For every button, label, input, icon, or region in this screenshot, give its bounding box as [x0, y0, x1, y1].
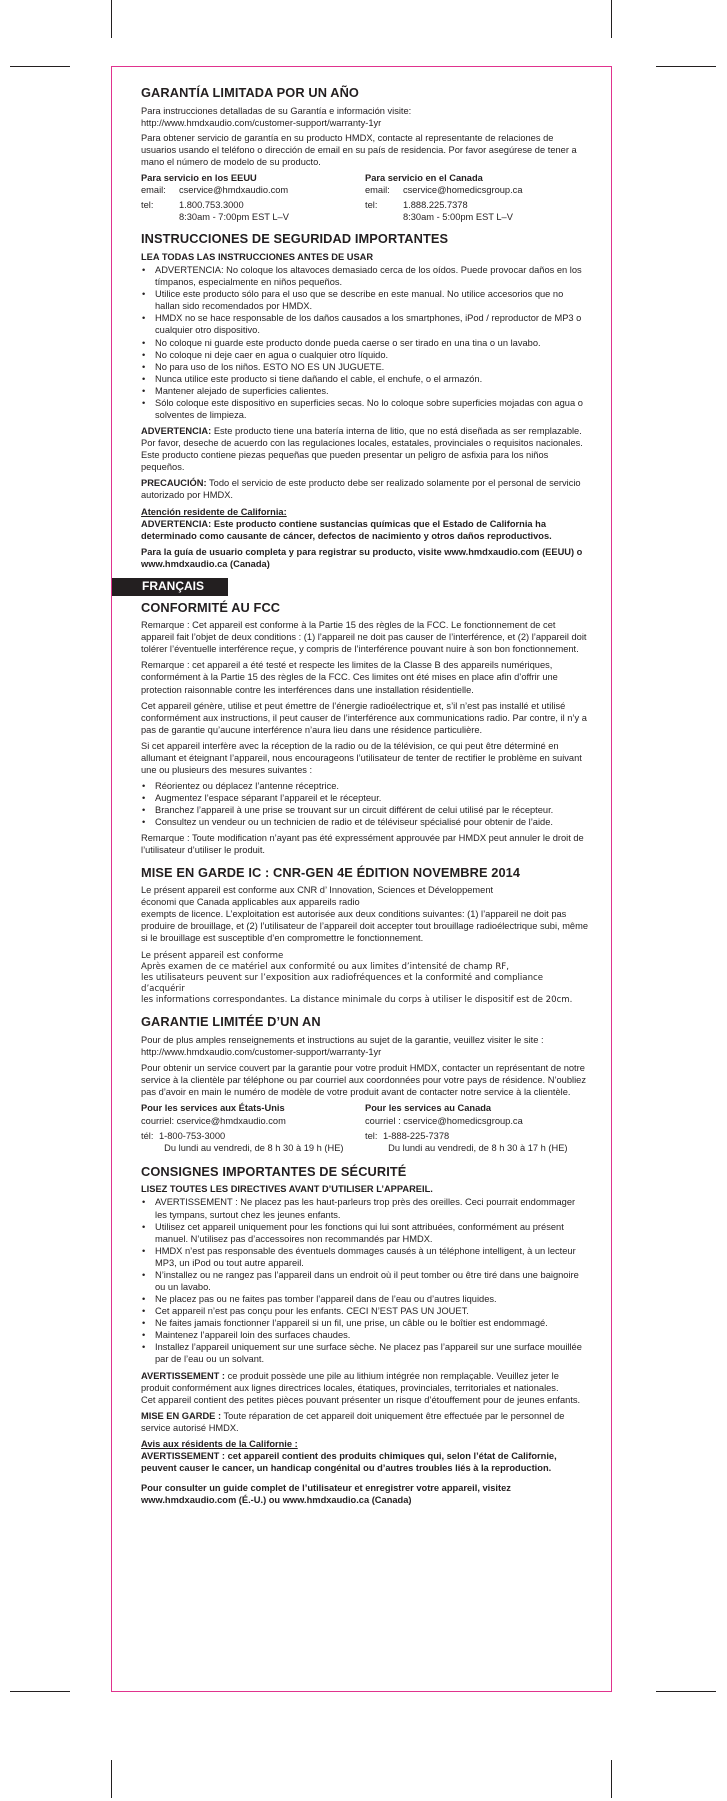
- list-item: • AVERTISSEMENT : Ne placez pas les haut-parleurs trop près des oreilles. Ceci pourrait endommager les tympans, surtout chez les jeunes enfants.: [141, 1196, 589, 1220]
- list-item: • Sólo coloque este dispositivo en superficies secas. No lo coloque sobre superficies mojadas con agua o solventes de limpieza.: [141, 397, 589, 421]
- leaflet-page: [111, 66, 612, 1692]
- language-label: FRANÇAIS: [112, 578, 228, 596]
- fr-rf-line3: les utilisateurs peuvent sur l’exposition aux radiofréquences et la conformité and compliance d’acquérir: [141, 972, 544, 995]
- list-item: • Utilice este producto sólo para el uso que se describe en este manual. No utilice accesorios que no hallan sido recomendados por HMDX.: [141, 288, 589, 312]
- fr-fcc-p1: Remarque : Cet appareil est conforme à la Partie 15 des règles de la FCC. Le fonctionnement de cet appareil fait l’objet de deux conditions : (1) l’appareil ne doit pas causer de l’interférence, et (2) l’appareil doit tolérer l’éventuelle interférence reçue, y compris de l’interférence pouvant nuire à son bon fonctionnement.: [141, 620, 587, 655]
- crop-mark: [611, 0, 612, 38]
- leaflet-content: [141, 85, 589, 1510]
- list-item: • Maintenez l’appareil loin des surfaces chaudes.: [141, 1329, 589, 1341]
- fr-ca-resident-text: AVERTISSEMENT : cet appareil contient des produits chimiques qui, selon l’état de Californie, peuvent causer le cancer, un handicap congénital ou d’autres troubles liés à la reproduction.: [141, 1451, 557, 1474]
- fr-caution: MISE EN GARDE : Toute réparation de cet appareil doit uniquement être effectuée par le personnel de service autorisé HMDX.: [141, 1410, 565, 1433]
- fr-fcc-p2: Remarque : cet appareil a été testé et respecte les limites de la Classe B des appareils numériques, conformément à la Partie 15 des règles de la FCC. Ces limites ont été mises en place afin d’offrir une protection raisonnable contre les interférences dans une installation résidentielle.: [141, 660, 558, 695]
- language-bar: [112, 578, 589, 596]
- fr-guide-text: Pour consulter un guide complet de l’utilisateur et enregistrer votre appareil, visitez www.hmdxaudio.com (É.-U.) ou www.hmdxaudio.ca (Canada): [141, 1483, 511, 1506]
- es-safety-list: [141, 264, 589, 421]
- es-warranty-intro: Para instrucciones detalladas de su Garantía e información visite: http://www.hmdxaudio.com/customer-support/warranty-1yr: [141, 105, 412, 128]
- fr-ic-line2: économi que Canada applicables aux appareils radio: [141, 897, 360, 908]
- list-item: • No para uso de los niños. ESTO NO ES UN JUGUETE.: [141, 361, 589, 373]
- es-warranty-title: GARANTÍA LIMITADA POR UN AÑO: [141, 85, 359, 100]
- es-warning: ADVERTENCIA: Este producto tiene una batería interna de litio, que no está diseñada as ser remplazable. Por favor, deseche de acuerdo con las regulaciones locales, estatales, provinciales o requisitos nacionales. Este producto contiene piezas pequeñas que pueden presentar un peligro de asfixia para los niños pequeños.: [141, 426, 583, 473]
- es-safety-title: INSTRUCCIONES DE SEGURIDAD IMPORTANTES: [141, 231, 449, 247]
- fr-fcc-p5: Remarque : Toute modification n’ayant pas été expressément approuvée par HMDX peut annuler le droit de l’utilisateur d’utiliser le produit.: [141, 833, 584, 856]
- fr-warning-2: Cet appareil contient des petites pièces pouvant présenter un risque d’étouffement pour de jeunes enfants.: [141, 1394, 581, 1405]
- fr-fcc-title: CONFORMITÉ AU FCC: [141, 599, 281, 615]
- list-item: • Installez l’appareil uniquement sur une surface sèche. Ne placez pas l’appareil sur une surface mouillée par de l’eau ou un solvant.: [141, 1341, 589, 1365]
- fr-warranty-intro: Pour de plus amples renseignements et instructions au sujet de la garantie, veuillez visiter le site : http://www.hmdxaudio.com/customer-support/warranty-1yr: [141, 1035, 544, 1058]
- list-item: • Augmentez l’espace séparant l’appareil et le récepteur.: [141, 792, 589, 804]
- fr-rf-line2: Après examen de ce matériel aux conformité ou aux limites d’intensité de champ RF,: [141, 961, 509, 972]
- es-us-email: cservice@hmdxaudio.com: [179, 185, 289, 196]
- list-item: • Ne faites jamais fonctionner l’appareil si un fil, une prise, un câble ou le boîtier est endommagé.: [141, 1317, 589, 1329]
- crop-mark: [111, 1760, 112, 1798]
- es-safety-subtitle: LEA TODAS LAS INSTRUCCIONES ANTES DE USAR: [141, 251, 374, 262]
- fr-ca-resident-title: Avis aux résidents de la Californie :: [141, 1438, 298, 1449]
- crop-mark: [656, 66, 716, 67]
- es-ca-resident-title: Atención residente de California:: [141, 506, 287, 517]
- fr-warranty-body: Pour obtenir un service couvert par la garantie pour votre produit HMDX, contacter un représentant de notre service à la clientèle par téléphone ou par courriel aux coordonnées pour votre pays de résidence. N’oubliez pas d’avoir en main le numéro de modèle de votre produit avant de contacter notre service à la clientèle.: [141, 1063, 586, 1098]
- es-ca-email: cservice@homedicsgroup.ca: [403, 185, 523, 196]
- es-warranty-body: Para obtener servicio de garantía en su producto HMDX, contacte al representante de relaciones de usuarios usando el teléfono o dirección de email en su país de residencia. Por favor asegúrese de tener a mano el número de modelo de su producto.: [141, 132, 577, 167]
- fr-contact-ca: Pour les services au Canada courriel : cservice@homedicsgroup.ca tel: 1-888-225-7378 Du lundi au vendredi, de 8 h 30 à 17 h (HE): [365, 1102, 589, 1153]
- fr-rf-line4: les informations correspondantes. La distance minimale du corps à utiliser le dispositif est de 20cm.: [141, 995, 573, 1006]
- es-us-tel: 1.800.753.3000: [179, 200, 244, 211]
- list-item: • Nunca utilice este producto si tiene dañando el cable, el enchufe, o el armazón.: [141, 373, 589, 385]
- fr-us-email: courriel: cservice@hmdxaudio.com: [141, 1115, 286, 1126]
- es-contact-us: Para servicio en los EEUU email: cservice@hmdxaudio.com tel: 1.800.753.3000 8:30am - 7:00pm EST L–V: [141, 173, 289, 223]
- list-item: • Consultez un vendeur ou un technicien de radio et de téléviseur spécialisé pour obtenir de l’aide.: [141, 816, 589, 828]
- list-item: • No coloque ni guarde este producto donde pueda caerse o ser tirado en una tina o un lavabo.: [141, 337, 589, 349]
- list-item: • Utilisez cet appareil uniquement pour les fonctions qui lui sont attribuées, conformément au présent manuel. N’utilisez pas d’accessoires non recommandés par HMDX.: [141, 1221, 589, 1245]
- fr-fcc-list: [141, 780, 589, 828]
- list-item: • Cet appareil n’est pas conçu pour les enfants. CECI N’EST PAS UN JOUET.: [141, 1305, 589, 1317]
- es-ca-resident-text: ADVERTENCIA: Este producto contiene sustancias químicas que el Estado de California ha determinado como causante de cáncer, defectos de nacimiento y otros daños reproductivos.: [141, 518, 552, 541]
- fr-contact-us: Pour les services aux États-Unis courriel: cservice@hmdxaudio.com tél: 1-800-753-3000 Du lundi au vendredi, de 8 h 30 à 19 h (HE): [141, 1102, 365, 1153]
- fr-rf-line1: Le présent appareil est conforme: [141, 950, 284, 961]
- es-contact-columns: [141, 172, 589, 223]
- fr-warranty-title: GARANTIE LIMITÉE D’UN AN: [141, 1014, 321, 1030]
- fr-safety-list: [141, 1196, 589, 1365]
- fr-ic-line3: exempts de licence. L’exploitation est autorisée aux deux conditions suivantes: (1) l’appareil ne doit pas produire de brouillage, et (2) l’utilisateur de l’appareil doit accepter tout brouillage radioélectrique subi, même si le brouillage est susceptible d’en compromettre le fonctionnement.: [141, 909, 589, 944]
- es-guide-text: Para la guía de usuario completa y para registrar su producto, visite www.hmdxaudio.com (EEUU) o www.hmdxaudio.ca (Canada): [141, 546, 583, 569]
- crop-mark: [10, 1691, 70, 1692]
- crop-mark: [111, 0, 112, 38]
- fr-us-tel: 1-800-753-3000: [159, 1130, 226, 1141]
- list-item: • ADVERTENCIA: No coloque los altavoces demasiado cerca de los oídos. Puede provocar daños en los tímpanos, especialmente en niños pequeños.: [141, 264, 589, 288]
- list-item: • HMDX n’est pas responsable des éventuels dommages causés à un téléphone intelligent, à un lecteur MP3, un iPod ou tout autre appareil.: [141, 1245, 589, 1269]
- list-item: • Mantener alejado de superficies calientes.: [141, 385, 589, 397]
- fr-ca-email: courriel : cservice@homedicsgroup.ca: [365, 1115, 523, 1126]
- crop-mark: [10, 66, 70, 67]
- list-item: • Branchez l’appareil à une prise se trouvant sur un circuit différent de celui utilisé par le récepteur.: [141, 804, 589, 816]
- fr-fcc-p4: Si cet appareil interfère avec la réception de la radio ou de la télévision, ce qui peut être déterminé en allumant et éteignant l’appareil, nous encourageons l’utilisateur de tenter de rectifier le problème en suivant une ou plusieurs des mesures suivantes :: [141, 740, 582, 775]
- es-caution: PRECAUCIÓN: Todo el servicio de este producto debe ser realizado solamente por el personal de servicio autorizado por HMDX.: [141, 478, 581, 501]
- fr-safety-subtitle: LISEZ TOUTES LES DIRECTIVES AVANT D’UTILISER L’APPAREIL.: [141, 1184, 433, 1195]
- crop-mark: [611, 1760, 612, 1798]
- fr-ca-tel: 1-888-225-7378: [383, 1130, 450, 1141]
- fr-contact-columns: [141, 1102, 589, 1153]
- list-item: • N’installez ou ne rangez pas l’appareil dans un endroit où il peut tomber ou être tiré dans une baignoire ou un lavabo.: [141, 1269, 589, 1293]
- list-item: • No coloque ni deje caer en agua o cualquier otro líquido.: [141, 349, 589, 361]
- es-contact-ca: Para servicio en el Canada email: cservice@homedicsgroup.ca tel: 1.888.225.7378 8:30am - 5:00pm EST L–V: [365, 173, 523, 223]
- fr-safety-title: CONSIGNES IMPORTANTES DE SÉCURITÉ: [141, 1163, 407, 1179]
- fr-ic-title: MISE EN GARDE IC : CNR-GEN 4E ÉDITION NOVEMBRE 2014: [141, 864, 521, 880]
- fr-ic-line1: Le présent appareil est conforme aux CNR d’ Innovation, Sciences et Développement: [141, 885, 494, 896]
- es-warranty-url: http://www.hmdxaudio.com/customer-support/warranty-1yr: [141, 117, 382, 128]
- es-ca-tel: 1.888.225.7378: [403, 200, 468, 211]
- list-item: • Réorientez ou déplacez l’antenne réceptrice.: [141, 780, 589, 792]
- list-item: • HMDX no se hace responsable de los daños causados a los smartphones, iPod / reproductor de MP3 o cualquier otro dispositivo.: [141, 312, 589, 336]
- fr-warning: AVERTISSEMENT : ce produit possède une pile au lithium intégrée non remplaçable. Veuillez jeter le produit conformément aux lignes directrices locales, étatiques, provinciales, territoriales et nationales.: [141, 1370, 559, 1393]
- fr-fcc-p3: Cet appareil génère, utilise et peut émettre de l’énergie radioélectrique et, s’il n’est pas installé et utilisé conformément aux instructions, il peut causer de l’interférence aux communications radio. Par contre, il n’y a pas de garantie qu’aucune interférence n’aura lieu dans une résidence particulière.: [141, 700, 587, 735]
- list-item: • Ne placez pas ou ne faites pas tomber l’appareil dans de l’eau ou d’autres liquides.: [141, 1293, 589, 1305]
- crop-mark: [656, 1691, 716, 1692]
